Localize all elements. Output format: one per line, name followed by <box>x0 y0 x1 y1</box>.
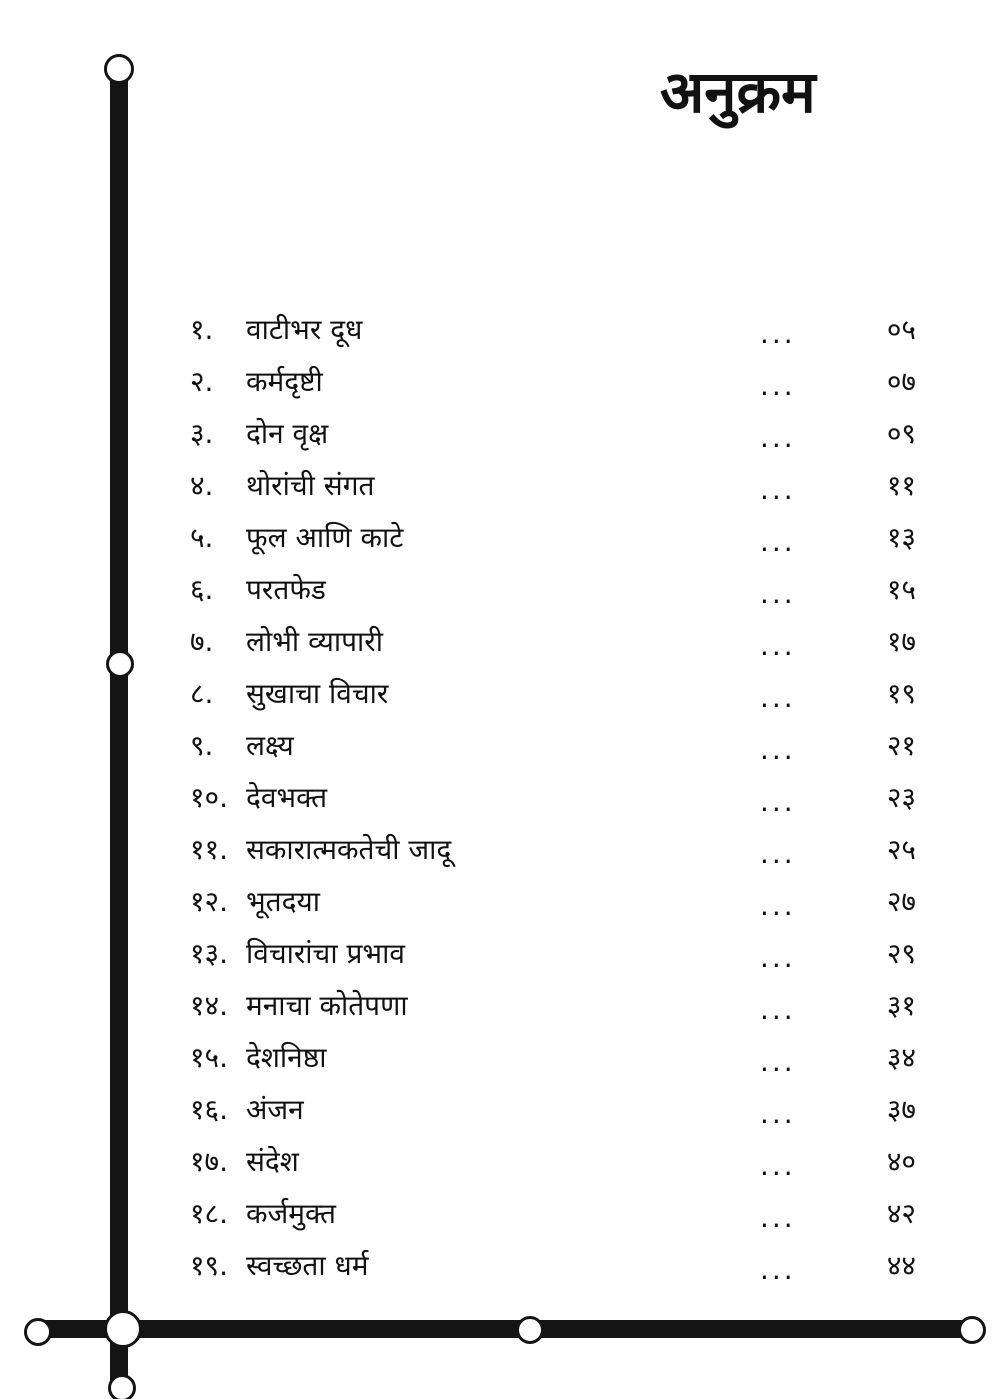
entry-page-number: ४४ <box>886 1249 916 1282</box>
entry-page-number: ३४ <box>886 1041 916 1074</box>
toc-entry <box>190 928 940 980</box>
entry-title: विचारांचा प्रभाव <box>246 937 405 970</box>
toc-entry <box>190 824 940 876</box>
entry-number: ३. <box>190 417 214 450</box>
frame-node-center <box>516 1316 544 1344</box>
entry-page-number: ११ <box>886 469 916 502</box>
entry-title: लोभी व्यापारी <box>246 625 384 658</box>
entry-title: भूतदया <box>246 885 321 918</box>
entry-title: देवभक्त <box>246 781 328 814</box>
entry-page-number: ०५ <box>886 313 916 346</box>
entry-title: फूल आणि काटे <box>246 521 404 554</box>
toc-entry <box>190 564 940 616</box>
entry-number: १७. <box>190 1145 229 1178</box>
entry-title: स्वच्छता धर्म <box>246 1249 369 1282</box>
toc-entry <box>190 408 940 460</box>
entry-number: १४. <box>190 989 229 1022</box>
toc-entry <box>190 460 940 512</box>
entry-title: परतफेड <box>246 573 326 606</box>
entry-title: लक्ष्य <box>246 729 294 762</box>
entry-number: १८. <box>190 1197 229 1230</box>
entry-title: अंजन <box>246 1093 304 1126</box>
entry-number: १३. <box>190 937 229 970</box>
entry-leader-dots: ... <box>760 1097 796 1130</box>
entry-page-number: २९ <box>886 937 916 970</box>
entry-leader-dots: ... <box>760 1253 796 1286</box>
frame-node-top <box>104 54 134 84</box>
entry-page-number: २७ <box>886 885 916 918</box>
entry-title: कर्मदृष्टी <box>246 365 323 398</box>
entry-title: सकारात्मकतेची जादू <box>246 833 452 866</box>
toc-entry <box>190 720 940 772</box>
toc-entry <box>190 668 940 720</box>
entry-leader-dots: ... <box>760 1201 796 1234</box>
toc-entry <box>190 512 940 564</box>
entry-number: ६. <box>190 573 214 606</box>
entry-title: संदेश <box>246 1145 299 1178</box>
entry-leader-dots: ... <box>760 421 796 454</box>
frame-node-right <box>958 1316 986 1344</box>
entry-page-number: ३१ <box>886 989 916 1022</box>
toc-entry <box>190 356 940 408</box>
entry-leader-dots: ... <box>760 785 796 818</box>
entry-number: ७. <box>190 625 214 658</box>
entry-page-number: १७ <box>886 625 916 658</box>
entry-page-number: ०९ <box>886 417 916 450</box>
table-of-contents <box>190 304 940 1292</box>
entry-number: १. <box>190 313 214 346</box>
entry-title: दोन वृक्ष <box>246 417 329 450</box>
frame-node-intersection <box>104 1310 142 1348</box>
entry-number: ५. <box>190 521 214 554</box>
entry-number: ११. <box>190 833 229 866</box>
entry-page-number: २३ <box>886 781 916 814</box>
entry-number: १५. <box>190 1041 229 1074</box>
entry-number: ९. <box>190 729 214 762</box>
entry-number: १०. <box>190 781 229 814</box>
frame-node-left <box>24 1318 52 1346</box>
entry-page-number: १५ <box>886 573 916 606</box>
entry-leader-dots: ... <box>760 473 796 506</box>
entry-title: मनाचा कोतेपणा <box>246 989 408 1022</box>
entry-page-number: ३७ <box>886 1093 916 1126</box>
entry-number: २. <box>190 365 214 398</box>
entry-leader-dots: ... <box>760 629 796 662</box>
entry-number: १२. <box>190 885 229 918</box>
entry-leader-dots: ... <box>760 1149 796 1182</box>
toc-entry <box>190 304 940 356</box>
toc-entry <box>190 1188 940 1240</box>
toc-entry <box>190 1032 940 1084</box>
entry-page-number: १९ <box>886 677 916 710</box>
entry-leader-dots: ... <box>760 681 796 714</box>
entry-leader-dots: ... <box>760 369 796 402</box>
toc-entry <box>190 1240 940 1292</box>
entry-leader-dots: ... <box>760 1045 796 1078</box>
entry-page-number: ४२ <box>886 1197 916 1230</box>
entry-leader-dots: ... <box>760 941 796 974</box>
entry-leader-dots: ... <box>760 733 796 766</box>
entry-page-number: ०७ <box>886 365 916 398</box>
entry-leader-dots: ... <box>760 317 796 350</box>
page-title: अनुक्रम <box>660 58 816 126</box>
toc-entry <box>190 980 940 1032</box>
entry-title: देशनिष्ठा <box>246 1041 327 1074</box>
entry-page-number: २१ <box>886 729 916 762</box>
toc-entry <box>190 1084 940 1136</box>
frame-node-bottom <box>108 1374 136 1399</box>
frame-node-middle <box>106 650 134 678</box>
entry-leader-dots: ... <box>760 889 796 922</box>
entry-number: १६. <box>190 1093 229 1126</box>
entry-title: थोरांची संगत <box>246 469 375 502</box>
toc-entry <box>190 876 940 928</box>
entry-number: ८. <box>190 677 214 710</box>
entry-title: सुखाचा विचार <box>246 677 389 710</box>
entry-number: १९. <box>190 1249 229 1282</box>
entry-page-number: ४० <box>886 1145 916 1178</box>
entry-leader-dots: ... <box>760 525 796 558</box>
entry-page-number: १३ <box>886 521 916 554</box>
entry-title: कर्जमुक्त <box>246 1197 336 1230</box>
entry-leader-dots: ... <box>760 993 796 1026</box>
toc-entry <box>190 616 940 668</box>
entry-leader-dots: ... <box>760 837 796 870</box>
vertical-frame-line <box>110 66 128 1386</box>
toc-entry <box>190 1136 940 1188</box>
entry-page-number: २५ <box>886 833 916 866</box>
entry-title: वाटीभर दूध <box>246 313 363 346</box>
entry-leader-dots: ... <box>760 577 796 610</box>
horizontal-frame-line <box>38 1320 974 1338</box>
toc-entry <box>190 772 940 824</box>
entry-number: ४. <box>190 469 214 502</box>
